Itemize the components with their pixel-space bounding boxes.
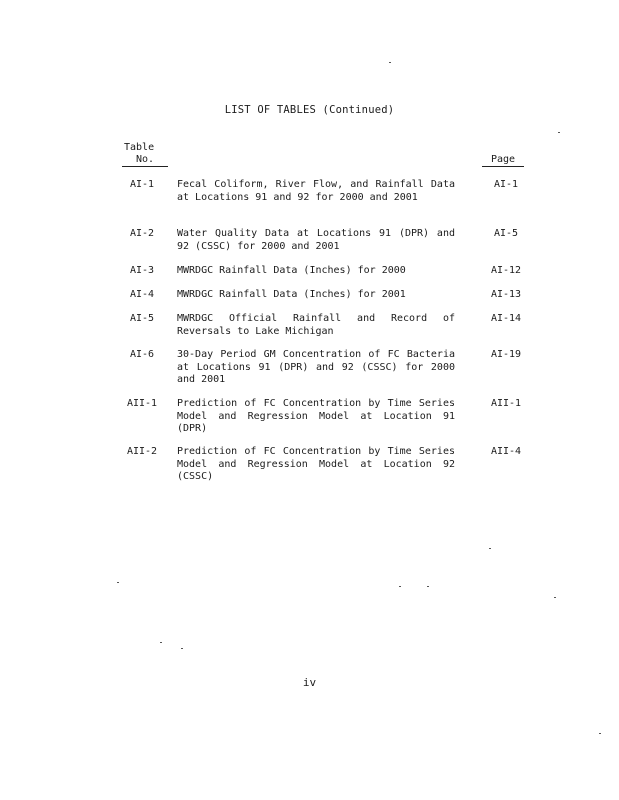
scan-speck [399,586,401,587]
table-page: AI-5 [493,228,519,239]
scan-speck [554,597,556,598]
table-description: Prediction of FC Concentration by Time Series Model and Regression Model at Location 92 (CSSC) [177,446,455,482]
table-number: AI-4 [129,289,155,300]
table-number: AII-2 [126,446,158,457]
scan-speck [117,582,119,583]
scan-speck [389,62,391,63]
table-number: AI-6 [129,349,155,360]
scan-speck [160,642,162,643]
page-title: LIST OF TABLES (Continued) [224,104,395,116]
column-header-table: Table [124,142,155,153]
table-description: MWRDGC Official Rainfall and Record of Reversals to Lake Michigan [177,313,455,337]
table-number: AI-2 [129,228,155,239]
scan-speck [558,132,560,133]
table-description: Fecal Coliform, River Flow, and Rainfall Data at Locations 91 and 92 for 2000 and 2001 [177,179,455,203]
scan-speck [181,648,183,649]
table-page: AI-1 [493,179,519,190]
table-page: AI-13 [490,289,522,300]
table-page: AI-19 [490,349,522,360]
column-header-number: No. [122,154,168,167]
column-header-page: Page [482,154,524,167]
table-number: AI-5 [129,313,155,324]
table-number: AI-1 [129,179,155,190]
table-number: AII-1 [126,398,158,409]
table-description: 30-Day Period GM Concentration of FC Bacteria at Locations 91 (DPR) and 92 (CSSC) for 2000 and 2001 [177,349,455,385]
scan-speck [599,733,601,734]
table-number: AI-3 [129,265,155,276]
table-description: Water Quality Data at Locations 91 (DPR) and 92 (CSSC) for 2000 and 2001 [177,228,455,252]
page-number: iv [302,676,317,689]
table-page: AII-1 [490,398,522,409]
table-description: MWRDGC Rainfall Data (Inches) for 2001 [177,289,406,300]
scan-speck [427,586,429,587]
table-description: Prediction of FC Concentration by Time Series Model and Regression Model at Location 91 (DPR) [177,398,455,434]
table-page: AII-4 [490,446,522,457]
table-page: AI-12 [490,265,522,276]
table-description: MWRDGC Rainfall Data (Inches) for 2000 [177,265,406,276]
scan-speck [489,548,491,549]
table-page: AI-14 [490,313,522,324]
